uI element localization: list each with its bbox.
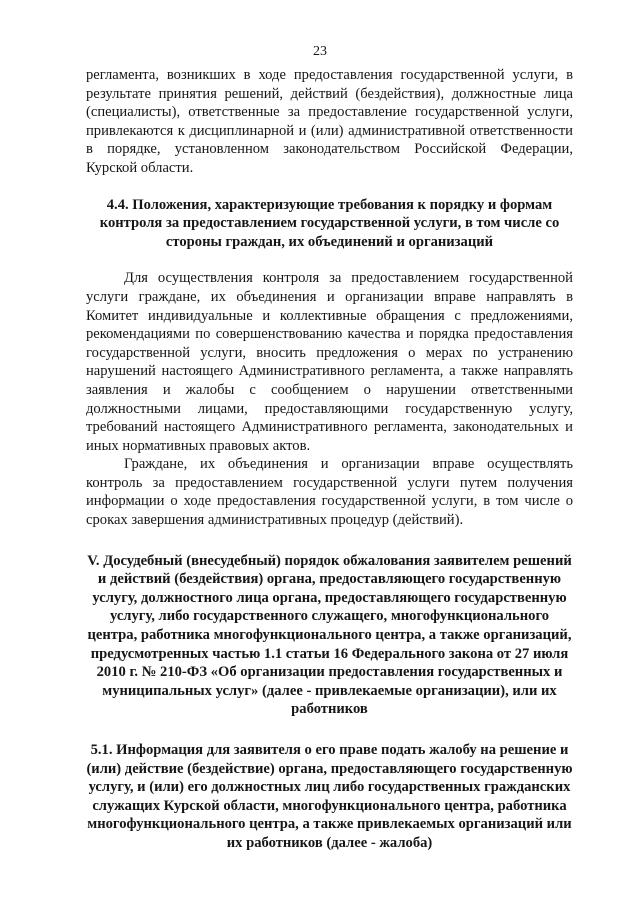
- spacer: [86, 178, 573, 196]
- spacer: [86, 530, 573, 552]
- paragraph-control-rights: Для осуществления контроля за предоставлением государственной услуги граждане, их объединения и организации вправе направлять в Комитет индивидуальные и коллективные обращения с предложениями, рекомендациями по совершенствованию качества и порядка предоставления государственной услуги, вносить предложения о мерах по устранению нарушений настоящего Административного регламента, а также направлять заявления и жалобы с сообщением о нарушении ответственными должностными лицами, предоставляющими государственную услугу, требований настоящего Административного регламента, законодательных и иных нормативных правовых актов.: [86, 270, 573, 454]
- paragraph-liability: регламента, возникших в ходе предоставления государственной услуги, в результате принятия решений, действий (бездействия), должностные лица (специалисты), ответственные за предоставление государственной услуги, привлекаются к дисциплинарной и (или) административной ответственности в порядке, установленном законодательством Российской Федерации, Курской области.: [86, 67, 573, 176]
- section-heading-5-1: 5.1. Информация для заявителя о его праве подать жалобу на решение и (или) действие (бездействие) органа, предоставляющего государственную услугу, и (или) его должностных лиц либо государственных гражданских служащих Курской области, многофункционального центра, работника многофункционального центра, а также привлекаемых организаций или их работников (далее - жалоба): [86, 742, 573, 851]
- paragraph-control-info: Граждане, их объединения и организации вправе осуществлять контроль за предоставлением государственной услуги путем получения информации о ходе предоставления государственной услуги, в том числе о сроках завершения административных процедур (действий).: [86, 456, 573, 529]
- section-heading-4-4: 4.4. Положения, характеризующие требования к порядку и формам контроля за предоставлением государственной услуги, в том числе со стороны граждан, их объединений и организаций: [99, 196, 560, 250]
- document-body: [86, 66, 573, 853]
- page-number: 23: [313, 44, 327, 59]
- spacer: [86, 251, 573, 269]
- spacer: [86, 719, 573, 741]
- section-heading-v: V. Досудебный (внесудебный) порядок обжалования заявителем решений и действий (бездействия) органа, предоставляющего государственную услугу, должностного лица органа, предоставляющего государственную услугу, либо государственного служащего, многофункционального центра, работника многофункционального центра, а также организаций, предусмотренных частью 1.1 статьи 16 Федерального закона от 27 июля 2010 г. № 210-ФЗ «Об организации предоставления государственных и муниципальных услуг» (далее - привлекаемые организации), или их работников: [87, 552, 572, 718]
